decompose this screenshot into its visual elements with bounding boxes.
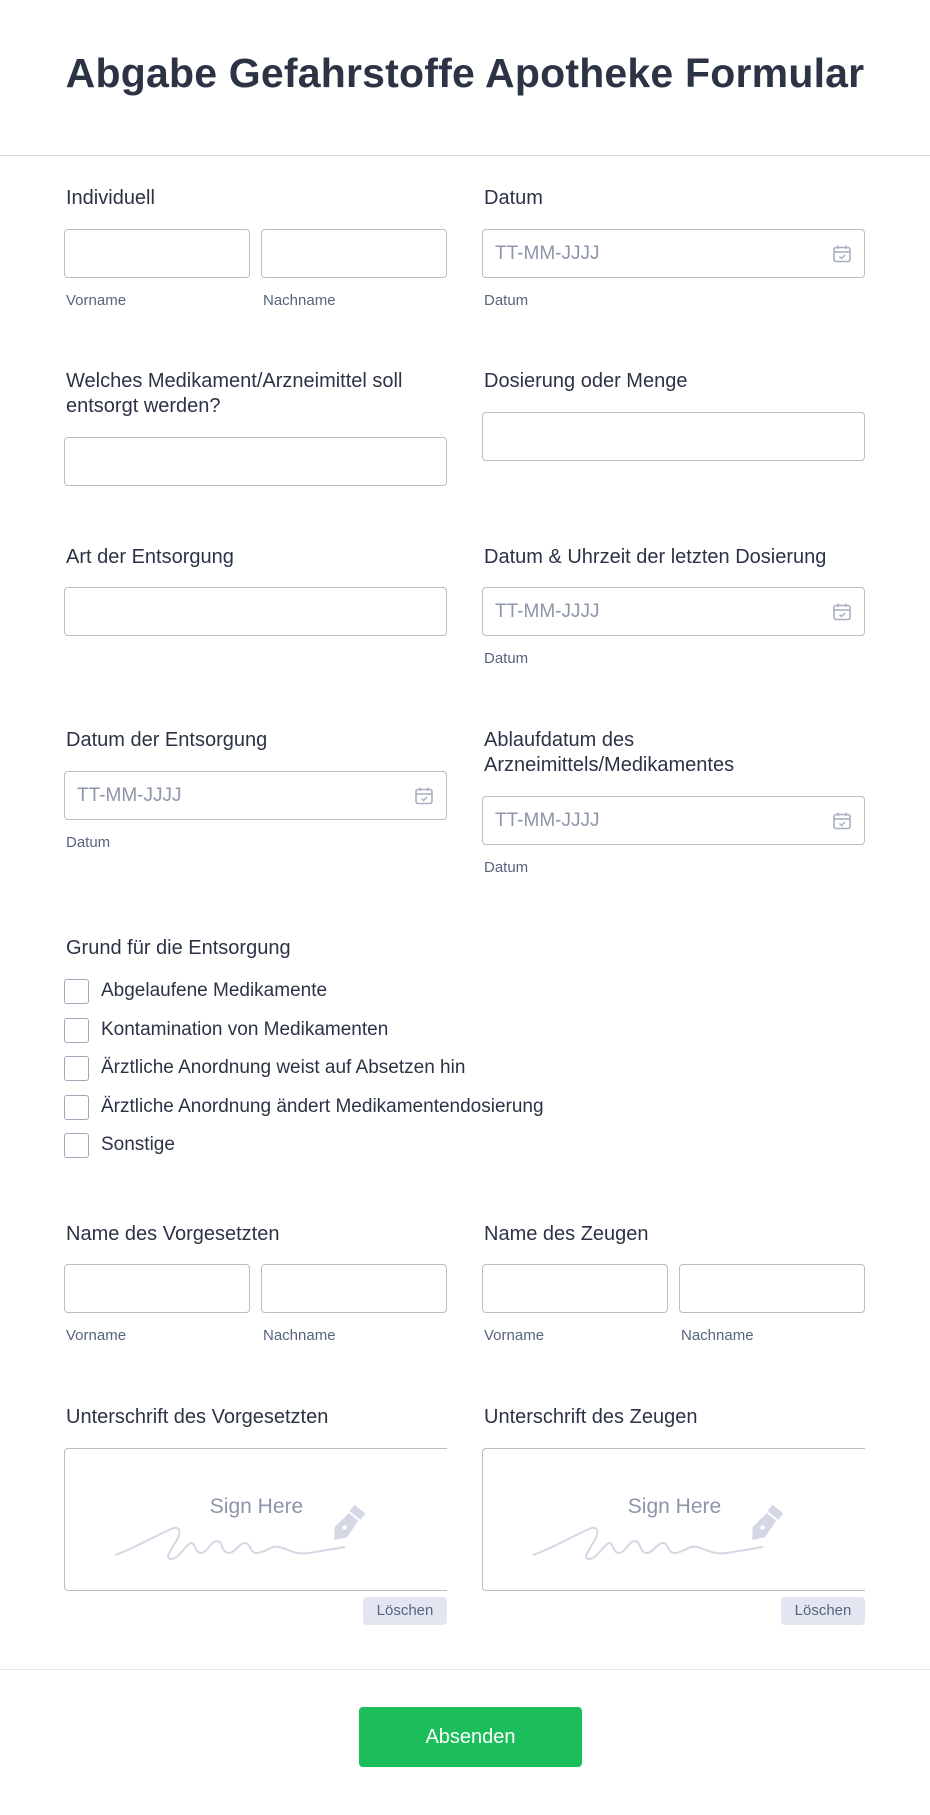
art-input[interactable] [64, 587, 447, 636]
individuell-last-name-sublabel: Nachname [263, 292, 336, 309]
ablaufdatum-date-input[interactable] [482, 796, 865, 845]
dosierung-label: Dosierung oder Menge [484, 370, 688, 392]
individuell-first-name-input[interactable] [64, 229, 250, 278]
signature-pad-vorgesetzter[interactable] [64, 1448, 447, 1591]
datum-entsorgung-placeholder: TT-MM-JJJJ [77, 785, 182, 806]
ablaufdatum-sublabel: Datum [484, 859, 529, 876]
unterschrift-zeuge-label: Unterschrift des Zeugen [484, 1406, 698, 1428]
checkbox[interactable] [64, 1056, 89, 1081]
vorgesetzter-label: Name des Vorgesetzten [66, 1223, 280, 1245]
letzte-dosierung-date-input[interactable] [482, 587, 865, 636]
letzte-dosierung-label: Datum & Uhrzeit der letzten Dosierung [484, 546, 827, 568]
form-title: Abgabe Gefahrstoffe Apotheke Formular [65, 50, 865, 96]
vorgesetzter-first-name-input[interactable] [64, 1264, 250, 1313]
vorgesetzter-last-name-sublabel: Nachname [263, 1327, 336, 1344]
clear-signature-zeuge-button[interactable]: Löschen [781, 1597, 865, 1625]
sign-here-text: Sign Here [627, 1495, 722, 1518]
calendar-icon[interactable] [832, 811, 852, 831]
submit-button[interactable]: Absenden [359, 1707, 582, 1767]
medikament-label-line1: Welches Medikament/Arzneimittel soll [66, 370, 403, 392]
calendar-icon[interactable] [832, 244, 852, 264]
clear-signature-vorgesetzter-button[interactable]: Löschen [363, 1597, 447, 1625]
medikament-label-line2: entsorgt werden? [66, 395, 221, 417]
calendar-icon[interactable] [832, 602, 852, 622]
letzte-dosierung-placeholder: TT-MM-JJJJ [495, 601, 600, 622]
vorgesetzter-first-name-sublabel: Vorname [66, 1327, 127, 1344]
datum-entsorgung-label: Datum der Entsorgung [66, 729, 268, 751]
zeuge-label: Name des Zeugen [484, 1223, 649, 1245]
signature-pad-zeuge[interactable] [482, 1448, 865, 1591]
checkbox-label: Ärztliche Anordnung ändert Medikamentendosierung [101, 1096, 544, 1117]
calendar-icon[interactable] [414, 786, 434, 806]
zeuge-last-name-input[interactable] [679, 1264, 865, 1313]
footer-divider [0, 1669, 930, 1670]
zeuge-first-name-input[interactable] [482, 1264, 668, 1313]
ablaufdatum-label-line1: Ablaufdatum des [484, 729, 635, 751]
checkbox[interactable] [64, 1018, 89, 1043]
datum-label: Datum [484, 187, 543, 209]
sign-here-text: Sign Here [209, 1495, 304, 1518]
dosierung-input[interactable] [482, 412, 865, 461]
zeuge-first-name-sublabel: Vorname [484, 1327, 545, 1344]
grund-label: Grund für die Entsorgung [66, 937, 291, 959]
ablaufdatum-placeholder: TT-MM-JJJJ [495, 810, 600, 831]
letzte-dosierung-sublabel: Datum [484, 650, 529, 667]
individuell-label: Individuell [66, 187, 155, 209]
individuell-last-name-input[interactable] [261, 229, 447, 278]
checkbox-label: Kontamination von Medikamenten [101, 1019, 389, 1040]
medikament-input[interactable] [64, 437, 447, 486]
form-header [0, 0, 930, 156]
checkbox[interactable] [64, 979, 89, 1004]
individuell-first-name-sublabel: Vorname [66, 292, 127, 309]
checkbox[interactable] [64, 1095, 89, 1120]
signature-pen-icon [113, 1489, 413, 1569]
datum-date-input[interactable] [482, 229, 865, 278]
datum-placeholder: TT-MM-JJJJ [495, 243, 600, 264]
signature-pen-icon [531, 1489, 831, 1569]
unterschrift-vorgesetzter-label: Unterschrift des Vorgesetzten [66, 1406, 329, 1428]
datum-entsorgung-sublabel: Datum [66, 834, 111, 851]
checkbox-label: Abgelaufene Medikamente [101, 980, 328, 1001]
checkbox-label: Ärztliche Anordnung weist auf Absetzen hin [101, 1057, 466, 1078]
ablaufdatum-label-line2: Arzneimittels/Medikamentes [484, 754, 735, 776]
datum-sublabel: Datum [484, 292, 529, 309]
vorgesetzter-last-name-input[interactable] [261, 1264, 447, 1313]
art-label: Art der Entsorgung [66, 546, 234, 568]
zeuge-last-name-sublabel: Nachname [681, 1327, 754, 1344]
checkbox-label: Sonstige [101, 1134, 175, 1155]
checkbox[interactable] [64, 1133, 89, 1158]
datum-entsorgung-date-input[interactable] [64, 771, 447, 820]
